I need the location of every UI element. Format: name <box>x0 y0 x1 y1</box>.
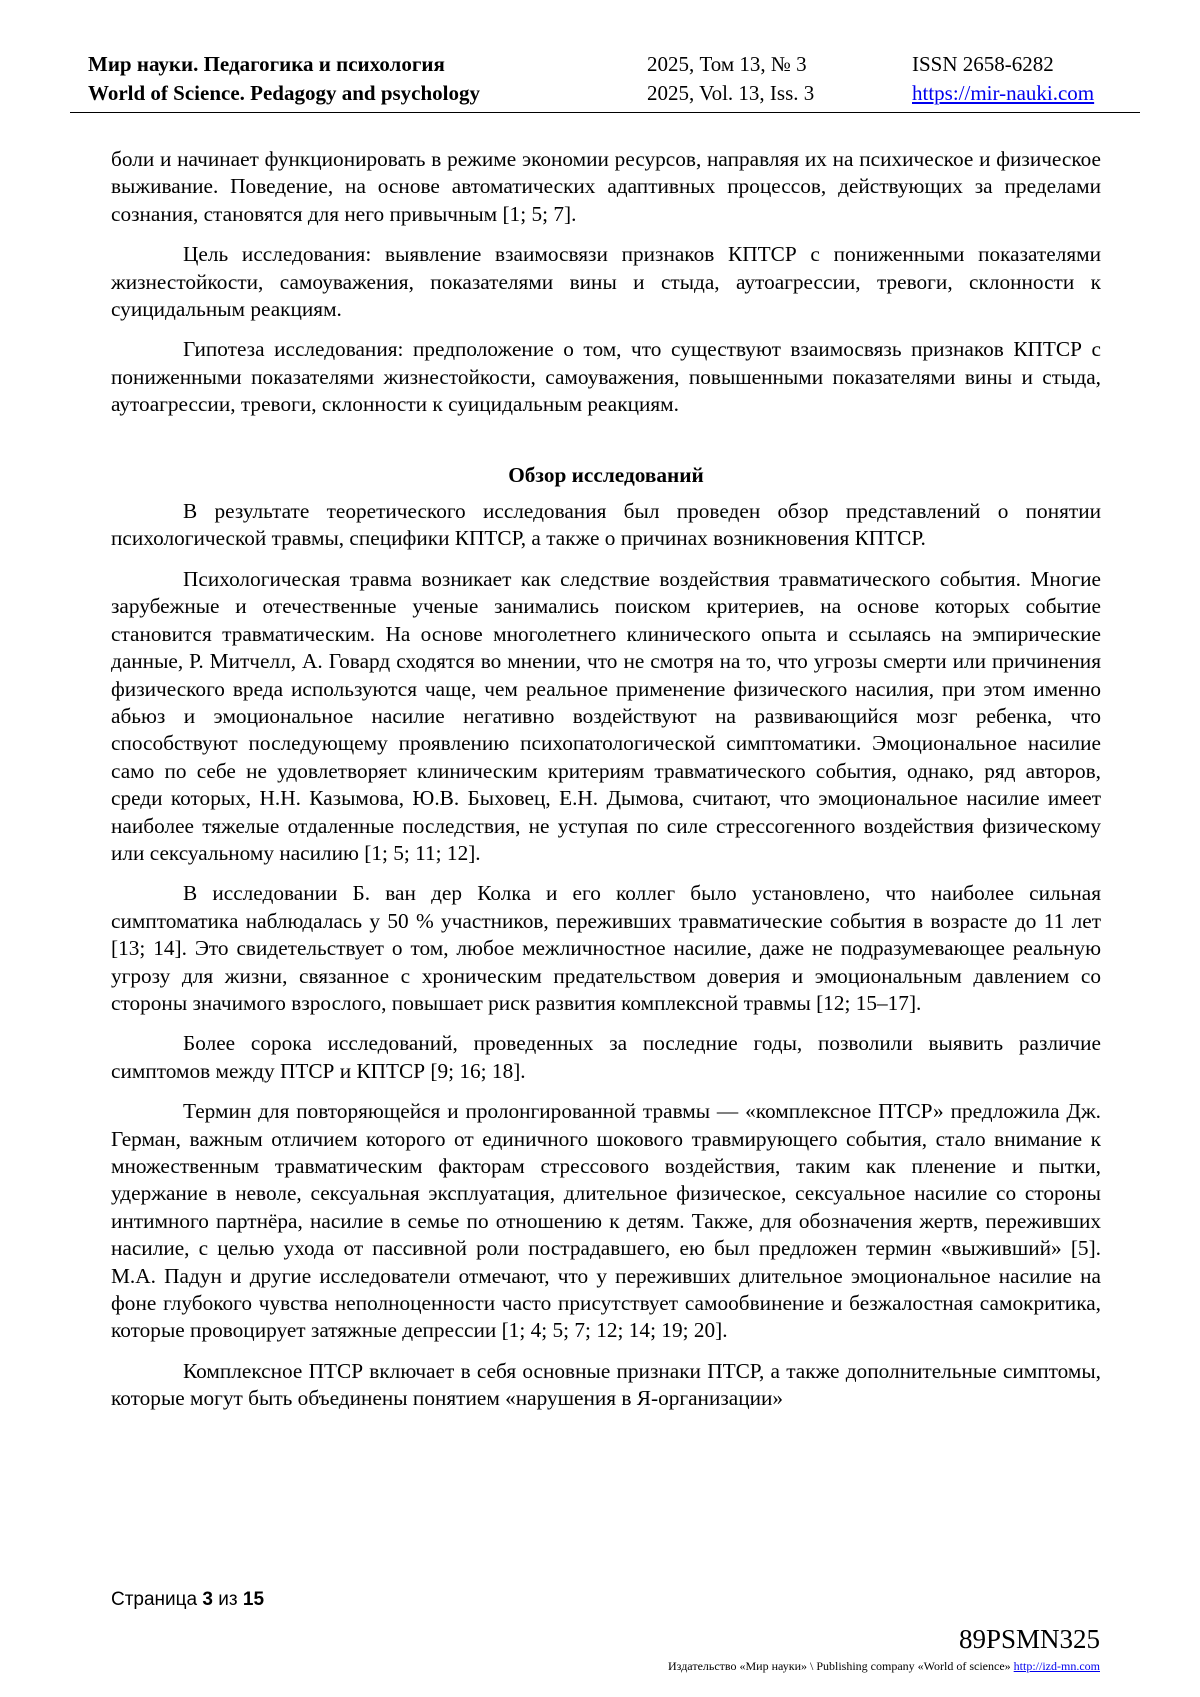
page-total: 15 <box>242 1589 265 1610</box>
page-label: Страница <box>111 1589 198 1610</box>
paragraph-hypothesis: Гипотеза исследования: предположение о том, что существуют взаимосвязь признаков КПТСР с пониженными показателями жизнестойкости, самоуважения, повышенными показателями вины и стыда, аутоагрессии, тревоги, склонности к суицидальным реакциям. <box>111 337 1101 417</box>
page-header <box>70 50 1140 113</box>
article-body <box>111 146 1101 1426</box>
journal-website-link[interactable]: https://mir-nauki.com <box>912 81 1095 105</box>
issue-info-en: 2025, Vol. 13, Iss. 3 <box>647 81 815 105</box>
page-current: 3 <box>202 1589 213 1610</box>
page-of-label: из <box>218 1589 238 1610</box>
issue-info-ru: 2025, Том 13, № 3 <box>647 52 807 76</box>
publisher-name: Издательство «Мир науки» \ Publishing company «World of science» <box>668 1659 1011 1673</box>
page-number <box>111 1589 264 1611</box>
section-heading: Обзор исследований <box>508 462 704 487</box>
paragraph-complex-ptsd-symptoms: Комплексное ПТСР включает в себя основные признаки ПТСР, а также дополнительные симптомы, которые могут быть объединены понятием «нарушения в Я-организации» <box>111 1358 1101 1411</box>
issn-number: ISSN 2658-6282 <box>912 52 1054 76</box>
article-code: 89PSMN325 <box>958 1624 1100 1654</box>
paragraph-complex-ptsd-term: Термин для повторяющейся и пролонгированной травмы — «комплексное ПТСР» предложила Дж. Герман, важным отличием которого от единичного шокового травмирующего события, стало внимание к множественным травматическим факторам стрессового воздействия, таким как пленение и пытки, удержание в неволе, сексуальная эксплуатация, длительное физическое, сексуальное насилие со стороны интимного партнёра, насилие в семье по отношению к детям. Также, для обозначения жертв, переживших насилие, с целью ухода от пассивной роли пострадавшего, ею был предложен термин «выживший» [5]. М.А. Падун и другие исследователи отмечают, что у переживших длительное эмоциональное насилие на фоне глубокого чувства неполноценности часто присутствует самообвинение и безжалостная самокритика, которые провоцирует затяжные депрессии [1; 4; 5; 7; 12; 14; 19; 20]. <box>111 1099 1101 1343</box>
paragraph-continuation: боли и начинает функционировать в режиме экономии ресурсов, направляя их на психическое и физическое выживание. Поведение, на основе автоматических адаптивных процессов, действующих за пределами сознания, становятся для него привычным [1; 5; 7]. <box>111 147 1101 226</box>
publisher-line <box>668 1659 1100 1674</box>
issn-block <box>912 50 1094 108</box>
paragraph-studies-count: Более сорока исследований, проведенных за последние годы, позволили выявить различие симптомов между ПТСР и КПТСР [9; 16; 18]. <box>111 1031 1101 1083</box>
publisher-link[interactable]: http://izd-mn.com <box>1013 1659 1100 1673</box>
paragraph-review-intro: В результате теоретического исследования был проведен обзор представлений о понятии психологической травмы, специфики КПТСР, а также о причинах возникновения КПТСР. <box>111 499 1101 551</box>
journal-title-en: World of Science. Pedagogy and psychology <box>88 81 481 105</box>
journal-title-block <box>88 50 480 108</box>
paragraph-van-der-kolk: В исследовании Б. ван дер Колка и его коллег было установлено, что наиболее сильная симптоматика наблюдалась у 50 % участников, переживших травматические события в возрасте до 11 лет [13; 14]. Это свидетельствует о том, любое межличностное насилие, даже не подразумевающее реальную угрозу для жизни, связанное с хроническим предательством доверия и эмоциональным давлением со стороны значимого взрослого, повышает риск развития комплексной травмы [12; 15–17]. <box>111 881 1101 1015</box>
paragraph-research-goal: Цель исследования: выявление взаимосвязи признаков КПТСР с пониженными показателями жизнестойкости, самоуважения, показателями вины и стыда, аутоагрессии, тревоги, склонности к суицидальным реакциям. <box>111 242 1101 322</box>
journal-title-ru: Мир науки. Педагогика и психология <box>88 52 445 76</box>
issue-info-block <box>647 50 814 108</box>
paragraph-psychological-trauma: Психологическая травма возникает как следствие воздействия травматического события. Многие зарубежные и отечественные ученые занимались поиском критериев, на основе которых событие становится травматическим. На основе многолетнего клинического опыта и ссылаясь на эмпирические данные, Р. Митчелл, А. Говард сходятся во мнении, что не смотря на то, что угрозы смерти или причинения физического вреда используются чаще, чем реальное применение физического насилия, при этом именно абьюз и эмоциональное насилие негативно воздействуют на развивающийся мозг ребенка, что способствуют последующему проявлению психопатологической симптоматики. Эмоциональное насилие само по себе не удовлетворяет клиническим критериям травматического события, однако, ряд авторов, среди которых, Н.Н. Казымова, Ю.В. Быховец, Е.Н. Дымова, считают, что эмоциональное насилие имеет наиболее тяжелые отдаленные последствия, не уступая по силе стрессогенного воздействия физическому или сексуальному насилию [1; 5; 11; 12]. <box>111 566 1101 865</box>
